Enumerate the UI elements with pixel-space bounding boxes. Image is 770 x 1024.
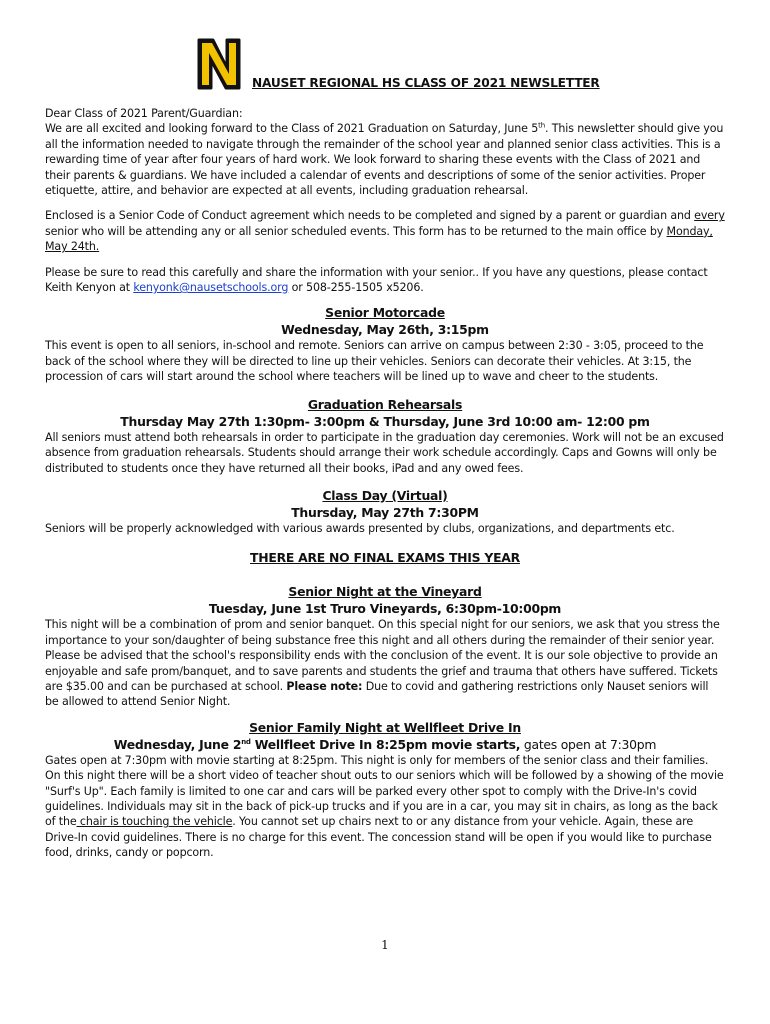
classday-body: Seniors will be properly acknowledged with various awards presented by clubs, organizations, and departments etc.	[45, 521, 675, 535]
newsletter-title: NAUSET REGIONAL HS CLASS OF 2021 NEWSLETTER	[252, 76, 600, 90]
header	[196, 38, 716, 92]
drivein-title: Senior Family Night at Wellfleet Drive In	[249, 719, 521, 735]
rehearsals-body: All seniors must attend both rehearsals in order to participate in the graduation day ceremonies. Work will not be an excused absence from graduation rehearsals. Students should arrange their work schedule accordingly. Caps and Gowns will only be distributed to students once they have returned all their books, iPad and any owed fees.	[45, 430, 724, 475]
nauset-n-logo-icon	[196, 38, 242, 90]
motorcade-when: Wednesday, May 26th, 3:15pm	[281, 322, 489, 338]
drivein-when: Wednesday, June 2nd Wellfleet Drive In 8:25pm movie starts, gates open at 7:30pm	[113, 736, 657, 752]
vineyard-body: This night will be a combination of prom and senior banquet. On this special night for our seniors, we ask that you stress the importance to your son/daughter of being substance free this night and all others during the remainder of their senior year. Please be advised that the school's responsibility ends with the conclusion of the event. It is our sole objective to provide an enjoyable and safe prom/banquet, and to save parents and students the grief and trauma that others have suffered. Tickets are $35.00 and can be purchased at school. Please note: Due to covid and gathering restrictions only Nauset seniors will be allowed to attend Senior Night.	[45, 618, 720, 709]
vineyard-when: Tuesday, June 1st Truro Vineyards, 6:30pm-10:00pm	[208, 601, 562, 617]
classday-title: Class Day (Virtual)	[322, 487, 448, 503]
intro-paragraph-3: Please be sure to read this carefully and share the information with your senior.. If you have any questions, please contact Keith Kenyon at kenyonk@nausetschools.org or 508-255-1505 x5206.	[45, 265, 708, 295]
intro-paragraph-1: We are all excited and looking forward to the Class of 2021 Graduation on Saturday, June 5th. This newsletter should give you all the information needed to navigate through the remainder of the school year and planned senior class activities. This is a rewarding time of year after four years of hard work. We look forward to sharing these events with the Class of 2021 and their parents & guardians. We have included a calendar of events and descriptions of some of the senior activities. Proper etiquette, attire, and behavior are expected at all events, including graduation rehearsal.	[45, 121, 724, 198]
no-exams-notice: THERE ARE NO FINAL EXAMS THIS YEAR	[250, 550, 520, 566]
contact-email-link[interactable]: kenyonk@nausetschools.org	[133, 281, 289, 295]
vineyard-title: Senior Night at the Vineyard	[288, 584, 482, 600]
greeting: Dear Class of 2021 Parent/Guardian:	[45, 107, 243, 120]
motorcade-title: Senior Motorcade	[325, 305, 445, 321]
classday-when: Thursday, May 27th 7:30PM	[291, 504, 479, 520]
rehearsals-when: Thursday May 27th 1:30pm- 3:00pm & Thursday, June 3rd 10:00 am- 12:00 pm	[120, 413, 650, 429]
newsletter-body	[45, 106, 725, 861]
motorcade-body: This event is open to all seniors, in-school and remote. Seniors can arrive on campus between 2:30 - 3:05, proceed to the back of the school where they will be directed to line up their vehicles. Seniors can decorate their vehicles. At 3:15, the procession of cars will start around the school where teachers will be lined up to wave and cheer to the students.	[45, 339, 704, 384]
page-number: 1	[381, 938, 389, 952]
intro-paragraph-2: Enclosed is a Senior Code of Conduct agreement which needs to be completed and signed by a parent or guardian and every senior who will be attending any or all senior scheduled events. This form has to be returned to the main office by Monday, May 24th.	[45, 209, 725, 254]
rehearsals-title: Graduation Rehearsals	[307, 396, 463, 412]
drivein-body: Gates open at 7:30pm with movie starting at 8:25pm. This night is only for members of the senior class and their families. On this night there will be a short video of teacher shout outs to our seniors which will be followed by a showing of the movie "Surf's Up". Each family is limited to one car and cars will be parked every other spot to comply with the Drive-In's covid guidelines. Individuals may sit in the back of pick-up trucks and if you are in a car, you may sit in chairs, as long as the back of the chair is touching the vehicle. You cannot set up chairs next to or any distance from your vehicle. Again, these are Drive-In covid guidelines. There is no charge for this event. The concession stand will be open if you would like to purchase food, drinks, candy or popcorn.	[45, 753, 724, 860]
